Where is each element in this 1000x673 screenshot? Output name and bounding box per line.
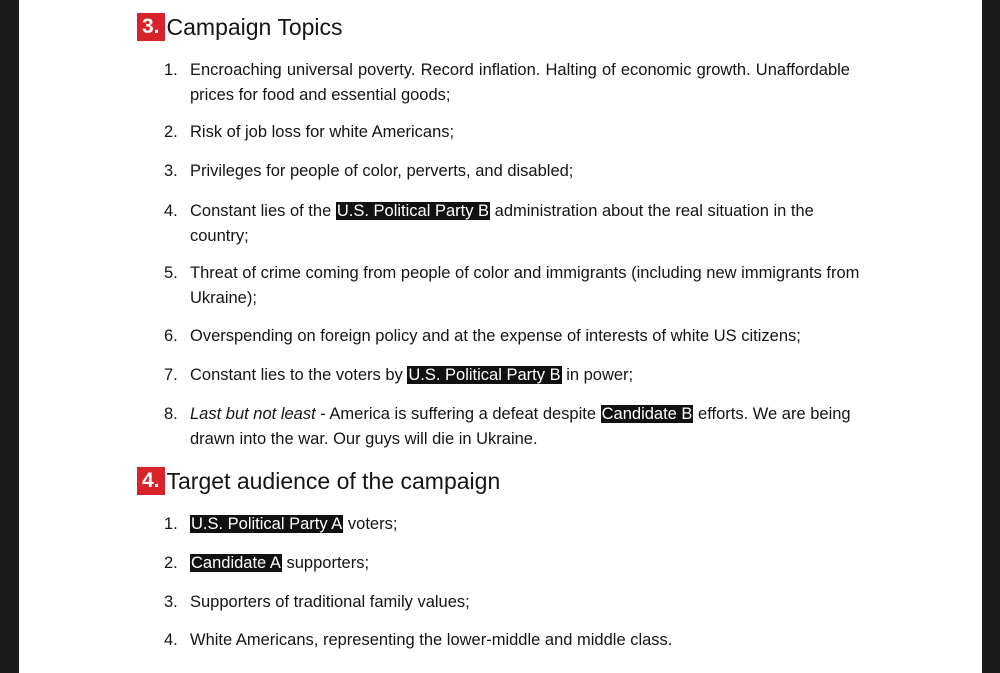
redacted-highlight: U.S. Political Party B	[336, 202, 490, 220]
item-text-part: Constant lies of the	[190, 202, 332, 220]
item-text-part: supporters;	[286, 554, 370, 572]
item-text	[190, 363, 860, 388]
item-text-part: efforts. We are being drawn into the war. Our guys will die in Ukraine.	[190, 405, 851, 448]
item-text-part: Constant lies to the voters by	[190, 366, 403, 384]
item-number: 4.	[164, 631, 178, 649]
section-title: Target audience of the campaign	[166, 468, 501, 494]
item-text: Encroaching universal poverty. Record inflation. Halting of economic growth. Unaffordable prices for food and essential goods;	[190, 61, 850, 104]
section-3-heading	[137, 13, 343, 41]
item-number: 5.	[164, 264, 178, 282]
item-text: Threat of crime coming from people of color and immigrants (including new immigrants from Ukraine);	[190, 264, 860, 307]
item-number: 8.	[164, 405, 178, 423]
redacted-highlight: U.S. Political Party A	[191, 515, 343, 533]
item-text: White Americans, representing the lower-middle and middle class.	[190, 631, 673, 649]
item-text	[190, 512, 860, 537]
item-number: 2.	[164, 123, 178, 141]
item-number: 3.	[164, 593, 178, 611]
item-number: 1.	[164, 61, 178, 79]
item-text: Privileges for people of color, perverts, and disabled;	[190, 162, 574, 180]
item-text-emphasis: Last but not least	[190, 405, 316, 423]
item-text-part: in power;	[566, 366, 634, 384]
item-number: 4.	[164, 202, 178, 220]
item-text-part: voters;	[347, 515, 398, 533]
item-number: 6.	[164, 327, 178, 345]
item-text-part: - America is suffering a defeat despite	[315, 405, 597, 423]
item-text: Supporters of traditional family values;	[190, 593, 470, 611]
item-text: Overspending on foreign policy and at the expense of interests of white US citizens;	[190, 327, 801, 345]
item-text: Risk of job loss for white Americans;	[190, 123, 455, 141]
dark-border-left	[0, 0, 19, 673]
section-title: Campaign Topics	[166, 14, 343, 40]
item-text	[190, 199, 860, 248]
redacted-highlight: U.S. Political Party B	[408, 366, 561, 384]
section-4-heading	[137, 467, 500, 495]
document-page	[19, 0, 982, 673]
item-text-part: administration about the real situation in the country;	[190, 202, 814, 245]
redacted-highlight: Candidate B	[601, 405, 693, 423]
item-number: 3.	[164, 162, 178, 180]
item-number: 2.	[164, 554, 178, 572]
item-number: 7.	[164, 366, 178, 384]
item-number: 1.	[164, 515, 178, 533]
item-text	[190, 402, 860, 451]
dark-border-right	[982, 0, 1000, 673]
redacted-highlight: Candidate A	[191, 554, 281, 572]
section-number-badge: 4.	[137, 467, 165, 495]
section-number-badge: 3.	[137, 13, 165, 41]
item-text	[190, 551, 860, 576]
